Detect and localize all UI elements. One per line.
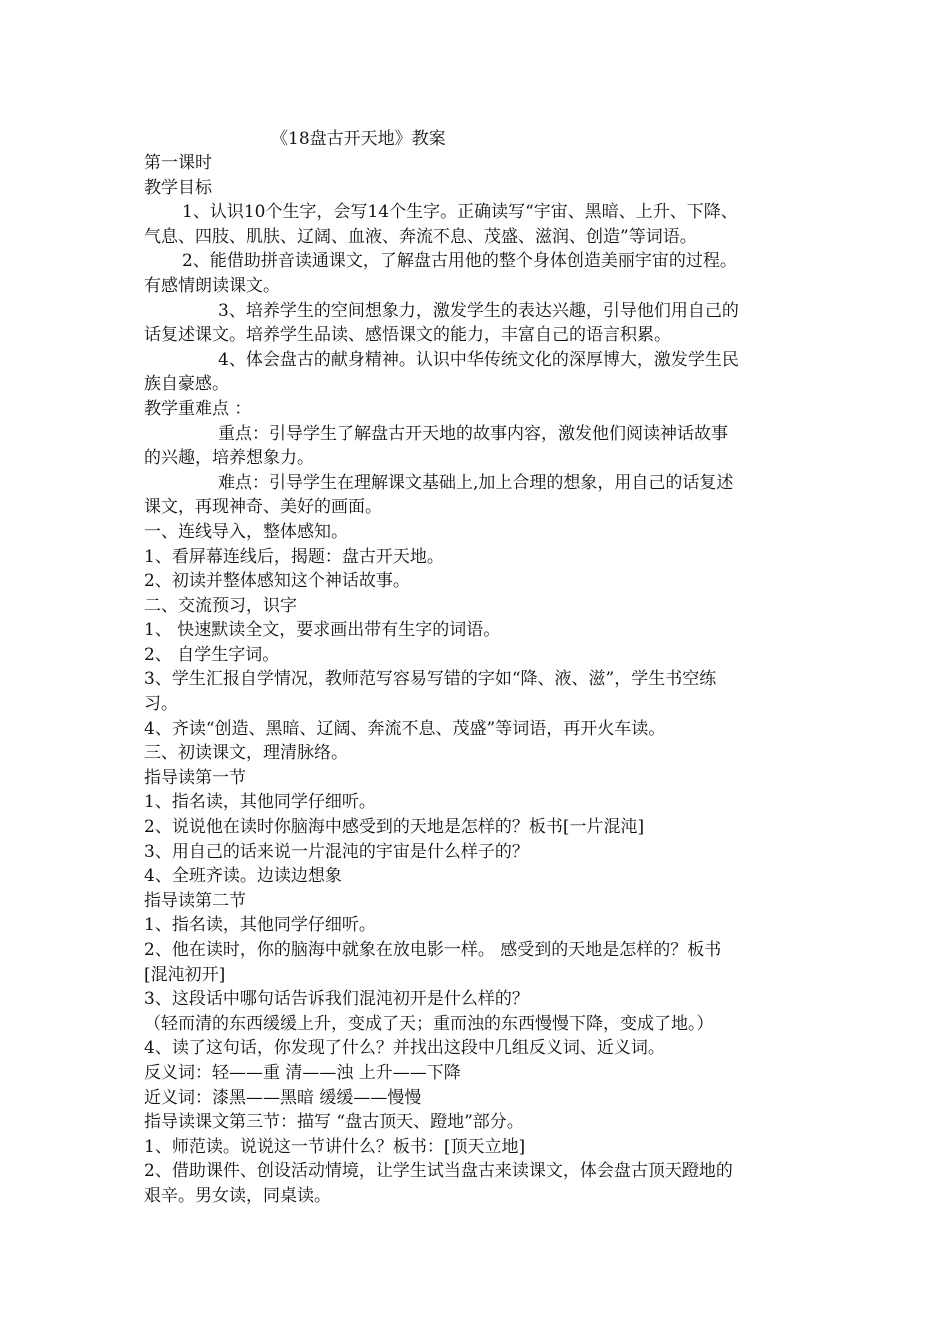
text-line: 3、培养学生的空间想象力，激发学生的表达兴趣，引导他们用自己的 [218, 300, 739, 321]
text-line: 族自豪感。 [144, 374, 229, 395]
text-line: 有感情朗读课文。 [144, 275, 280, 296]
text-line: 4、全班齐读。边读边想象 [144, 866, 342, 887]
text-line: [混沌初开] [144, 964, 226, 985]
text-line: 1、指名读，其他同学仔细听。 [144, 915, 376, 936]
text-line: 重点：引导学生了解盘古开天地的故事内容，激发他们阅读神话故事 [218, 423, 728, 444]
page-title: 《18盘古开天地》教案 [271, 129, 446, 149]
text-line: 2、他在读时，你的脑海中就象在放电影一样。 感受到的天地是怎样的？板书 [144, 940, 722, 960]
document-body [144, 151, 814, 1209]
text-line: 一、连线导入，整体感知。 [144, 521, 348, 542]
text-line: 三、初读课文，理清脉络。 [144, 743, 348, 764]
text-line: 4、体会盘古的献身精神。认识中华传统文化的深厚博大，激发学生民 [218, 349, 739, 370]
text-line: 近义词：漆黑——黑暗 缓缓——慢慢 [144, 1087, 422, 1108]
text-line: 教学重难点 ： [144, 398, 252, 419]
text-line: 3、用自己的话来说一片混沌的宇宙是什么样子的？ [144, 841, 529, 862]
text-line: 1、认识10个生字，会写14个生字。正确读写“宇宙、黑暗、上升、下降、 [182, 202, 738, 223]
text-line: 指导读第一节 [144, 767, 246, 788]
text-line: 难点：引导学生在理解课文基础上,加上合理的想象，用自己的话复述 [218, 472, 734, 493]
text-line: 1、 快速默读全文，要求画出带有生字的词语。 [144, 620, 501, 641]
text-line: （轻而清的东西缓缓上升，变成了天；重而浊的东西慢慢下降，变成了地。） [144, 1013, 714, 1034]
text-line: 的兴趣，培养想象力。 [144, 448, 314, 469]
text-line: 4、读了这句话，你发现了什么？并找出这段中几组反义词、近义词。 [144, 1038, 665, 1059]
text-line: 话复述课文。培养学生品读、感悟课文的能力，丰富自己的语言积累。 [144, 325, 671, 346]
text-line: 第一课时 [144, 153, 212, 173]
text-line: 1、看屏幕连线后，揭题：盘古开天地。 [144, 546, 444, 567]
text-line: 2、 自学生字词。 [144, 644, 280, 665]
text-line: 1、师范读。说说这一节讲什么？板书：[顶天立地] [144, 1136, 526, 1157]
text-line: 4、齐读“创造、黑暗、辽阔、奔流不息、茂盛”等词语，再开火车读。 [144, 718, 666, 739]
text-line: 2、初读并整体感知这个神话故事。 [144, 571, 410, 592]
text-line: 3、这段话中哪句话告诉我们混沌初开是什么样的？ [144, 989, 529, 1010]
text-line: 2、能借助拼音读通课文，了解盘古用他的整个身体创造美丽宇宙的过程。 [182, 251, 737, 272]
text-line: 教学目标 [144, 177, 212, 198]
text-line: 艰辛。男女读，同桌读。 [144, 1185, 331, 1206]
text-line: 课文，再现神奇、美好的画面。 [144, 497, 382, 518]
text-line: 二、交流预习，识字 [144, 595, 297, 616]
text-line: 2、说说他在读时你脑海中感受到的天地是怎样的？板书[一片混沌] [144, 817, 645, 838]
text-line: 反义词：轻——重 清——浊 上升——下降 [144, 1062, 461, 1083]
text-line: 习。 [144, 694, 178, 715]
text-line: 1、指名读，其他同学仔细听。 [144, 792, 376, 813]
text-line: 2、借助课件、创设活动情境，让学生试当盘古来读课文，体会盘古顶天蹬地的 [144, 1161, 733, 1182]
text-line: 气息、四肢、肌肤、辽阔、血液、奔流不息、茂盛、滋润、创造”等词语。 [144, 226, 697, 247]
text-line: 指导读第二节 [144, 890, 246, 911]
text-line: 指导读课文第三节：描写 “盘古顶天、蹬地”部分。 [144, 1112, 524, 1133]
text-line: 3、学生汇报自学情况，教师范写容易写错的字如“降、液、滋”，学生书空练 [144, 669, 717, 690]
